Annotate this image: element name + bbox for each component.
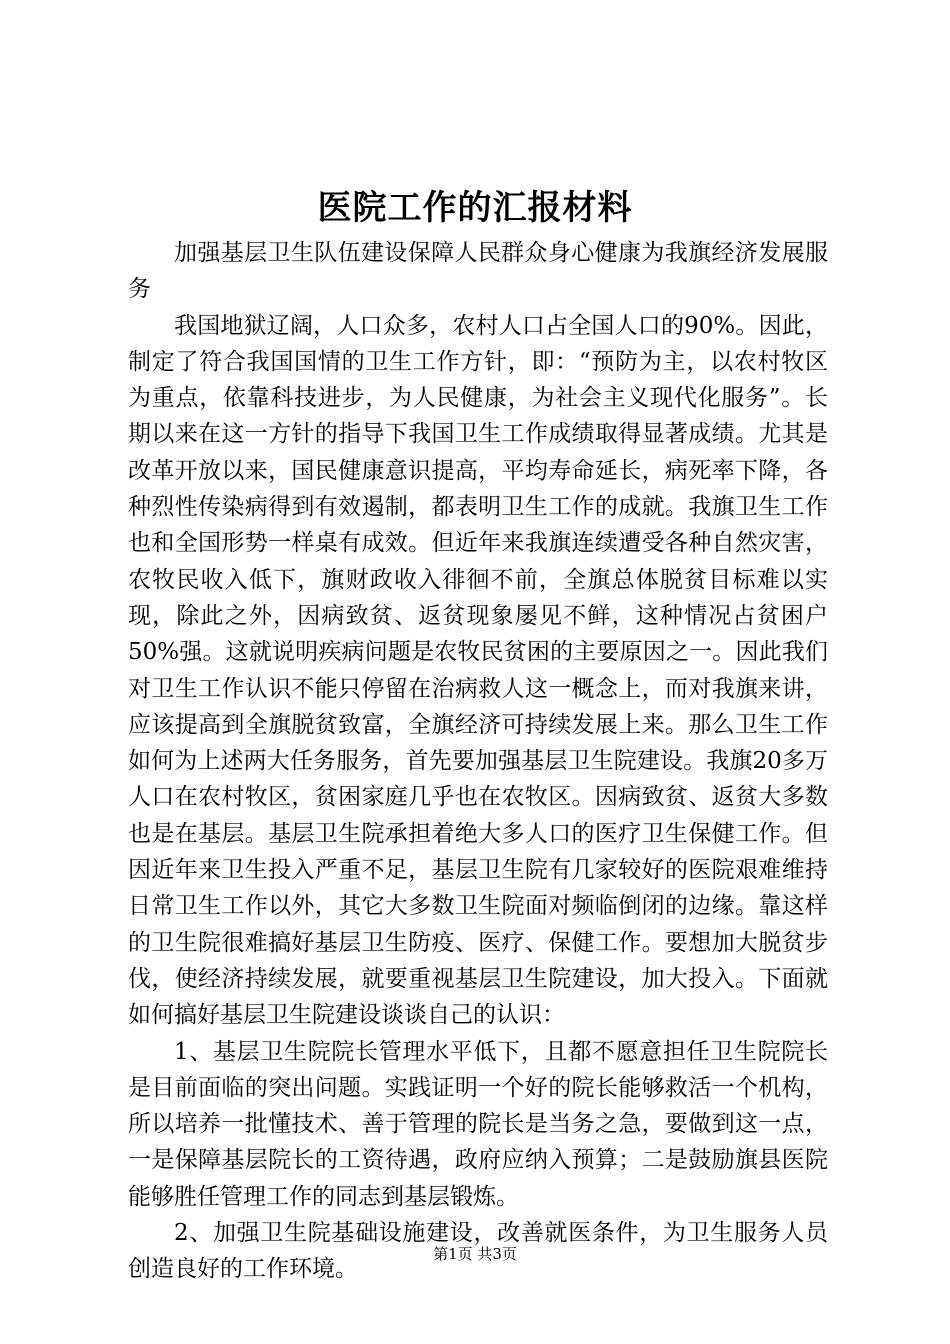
document-body xyxy=(128,235,828,1288)
paragraph-point-1: 1、基层卫生院院长管理水平低下，且都不愿意担任卫生院院长是目前面临的突出问题。实践证明一个好的院长能够救活一个机构，所以培养一批懂技术、善于管理的院长是当务之急，要做到这一点，一是保障基层院长的工资待遇，政府应纳入预算；二是鼓励旗县医院能够胜任管理工作的同志到基层锻炼。 xyxy=(128,1038,828,1210)
paragraph-point-2: 2、加强卫生院基础设施建设，改善就医条件，为卫生服务人员创造良好的工作环境。 xyxy=(128,1220,828,1283)
paragraph-subtitle: 加强基层卫生队伍建设保障人民群众身心健康为我旗经济发展服务 xyxy=(128,240,828,303)
document-title: 医院工作的汇报材料 xyxy=(317,188,633,228)
page-footer: 第1页 共3页 xyxy=(433,1245,517,1263)
paragraph-intro: 我国地狱辽阔，人口众多，农村人口占全国人口的90%。因此，制定了符合我国国情的卫生工作方针，即：“预防为主，以农村牧区为重点，依靠科技进步，为人民健康，为社会主义现代化服务”。长期以来在这一方针的指导下我国卫生工作成绩取得显著成绩。尤其是改革开放以来，国民健康意识提高，平均寿命延长，病死率下降，各种烈性传染病得到有效遏制，都表明卫生工作的成就。我旗卫生工作也和全国形势一样桌有成效。但近年来我旗连续遭受各种自然灾害，农牧民收入低下，旗财政收入徘徊不前，全旗总体脱贫目标难以实现，除此之外，因病致贫、返贫现象屡见不鲜，这种情况占贫困户50%强。这就说明疾病问题是农牧民贫困的主要原因之一。因此我们对卫生工作认识不能只停留在治病救人这一概念上，而对我旗来讲，应该提高到全旗脱贫致富，全旗经济可持续发展上来。那么卫生工作如何为上述两大任务服务，首先要加强基层卫生院建设。我旗20多万人口在农村牧区，贫困家庭几乎也在农牧区。因病致贫、返贫大多数也是在基层。基层卫生院承担着绝大多人口的医疗卫生保健工作。但因近年来卫生投入严重不足，基层卫生院有几家较好的医院艰难维持日常卫生工作以外，其它大多数卫生院面对频临倒闭的边缘。靠这样的卫生院很难搞好基层卫生防疫、医疗、保健工作。要想加大脱贫步伐，使经济持续发展，就要重视基层卫生院建设，加大投入。下面就如何搞好基层卫生院建设谈谈自己的认识： xyxy=(128,312,828,1029)
